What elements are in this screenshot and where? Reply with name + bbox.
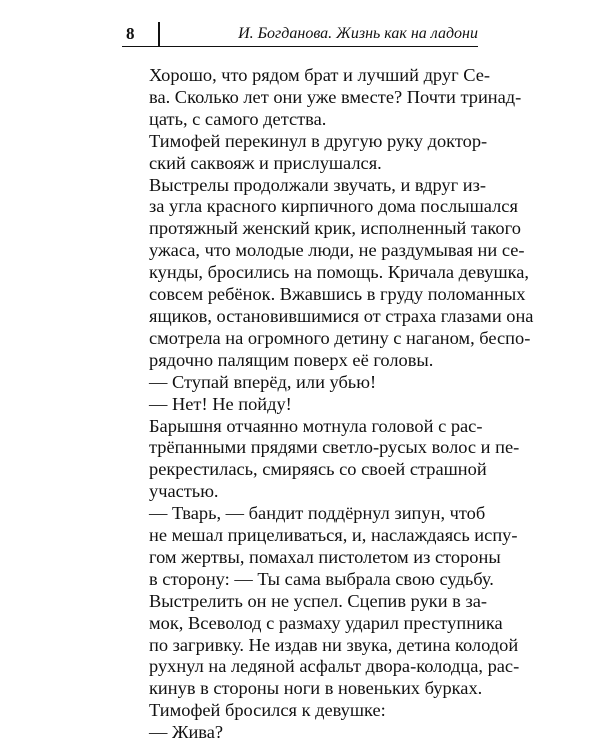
- paragraph: [122, 700, 478, 722]
- text-line: мок, Всеволод с размаху ударил преступника: [149, 612, 503, 633]
- text-line: по загривку. Не издав ни звука, детина колодой: [149, 634, 519, 655]
- paragraph: [122, 65, 522, 131]
- paragraph: [122, 130, 488, 175]
- text-line: в сторону: — Ты сама выбрала свою судьбу.: [149, 568, 494, 589]
- text-line: не мешал прицеливаться, и, наслаждаясь испу-: [149, 525, 518, 546]
- text-line: — Тварь, — бандит поддёрнул зипун, чтоб: [149, 503, 486, 524]
- paragraph: [122, 174, 534, 372]
- text-line: Выстрелить он не успел. Сцепив руки в за-: [149, 590, 488, 611]
- text-line: цать, с самого детства.: [149, 108, 327, 129]
- text-line: смотрела на огромного детину с наганом, беспо-: [149, 327, 531, 348]
- text-line: Выстрелы продолжали звучать, и вдруг из-: [149, 174, 486, 195]
- page-number: 8: [126, 24, 135, 43]
- text-line: — Ступай вперёд, или убью!: [149, 371, 377, 392]
- text-line: — Нет! Не пойду!: [149, 393, 292, 414]
- text-line: рядочно палящим поверх её головы.: [149, 349, 434, 370]
- paragraph: [122, 590, 520, 701]
- body-text: [122, 65, 534, 744]
- paragraph: [122, 372, 478, 394]
- paragraph: [122, 394, 478, 416]
- text-line: совсем ребёнок. Вжавшись в груду поломанных: [149, 284, 526, 305]
- book-page: [122, 20, 534, 744]
- text-line: Хорошо, что рядом брат и лучший друг Се-: [149, 65, 490, 85]
- running-title: И. Богданова. Жизнь как на ладони: [238, 25, 478, 42]
- text-line: ужаса, что молодые люди, не раздумывая ни се-: [149, 240, 525, 261]
- text-line: ский саквояж и прислушался.: [149, 152, 382, 173]
- paragraph: [122, 722, 478, 744]
- text-line: кинув в стороны ноги в новеньких бурках.: [149, 678, 483, 699]
- text-line: за угла красного кирпичного дома послышался: [149, 196, 518, 217]
- text-line: Тимофей бросился к девушке:: [149, 700, 386, 721]
- text-line: рекрестилась, смиряясь со своей страшной: [149, 459, 487, 480]
- text-line: — Жива?: [149, 722, 224, 743]
- text-line: Тимофей перекинул в другую руку доктор-: [149, 130, 488, 151]
- text-line: ва. Сколько лет они уже вместе? Почти тринад-: [149, 86, 522, 107]
- text-line: ящиков, остановившимися от страха глазами она: [149, 305, 534, 326]
- text-line: трёпанными прядями светло-русых волос и пе-: [149, 437, 520, 458]
- header-divider: [158, 22, 160, 46]
- text-line: протяжный женский крик, исполненный такого: [149, 218, 521, 239]
- text-line: участью.: [149, 481, 219, 502]
- paragraph: [122, 503, 518, 591]
- text-line: Барышня отчаянно мотнула головой с рас-: [149, 415, 483, 436]
- text-line: рухнул на ледяной асфальт двора-колодца, рас-: [149, 656, 520, 677]
- running-head: [122, 20, 478, 47]
- paragraph: [122, 415, 520, 504]
- text-line: гом жертвы, помахал пистолетом из стороны: [149, 546, 501, 567]
- text-line: кунды, бросились на помощь. Кричала девушка,: [149, 262, 530, 283]
